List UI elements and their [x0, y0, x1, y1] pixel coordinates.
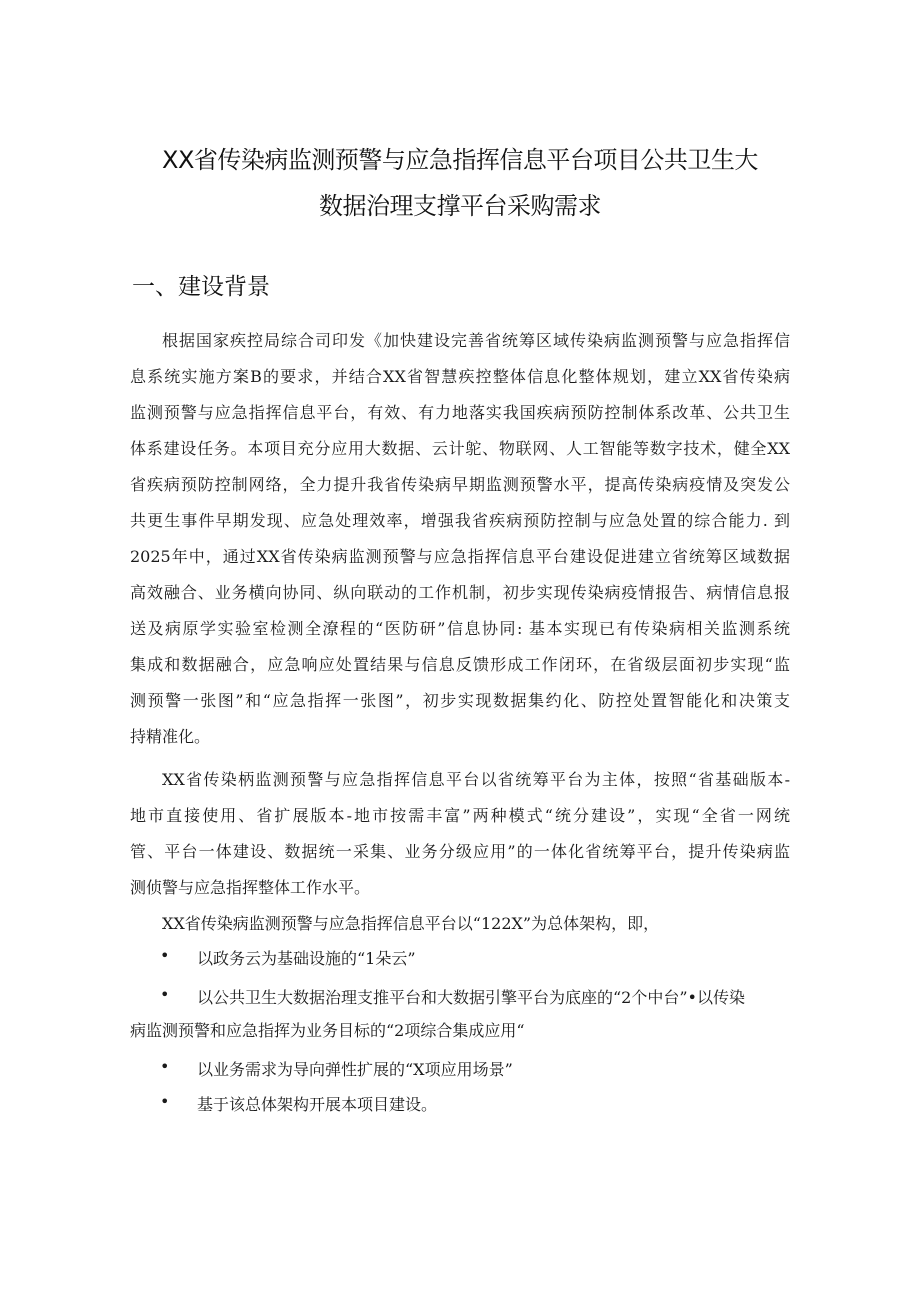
bullet-item-3: 以业务需求为导向弹性扩展的“X项应用场景” [197, 1060, 513, 1079]
paragraph-line: 送及病原学实验室检测全潦程的“医防研”信息协同: 基本实现已有传染病相关监测系统 [130, 619, 790, 638]
paragraph-line: 体系建设任务。本项目充分应用大数据、云计鸵、物联网、人工智能等数字技术，健全XX [130, 439, 790, 458]
paragraph-line: 测预警一张图”和“应急指挥一张图”，初步实现数据集约化、防控处置智能化和决策支 [130, 691, 790, 710]
paragraph-line: 2025年中，通过XX省传染病监测预警与应急指挥信息平台建设促进建立省统筹区域数据 [130, 547, 790, 566]
bullet-marker: • [160, 1057, 170, 1076]
paragraph-line: 地市直接使用、省扩展版本-地市按需丰富”两种模式“统分建设”，实现“全省一网统 [130, 806, 790, 825]
paragraph-line: 持精准化。 [130, 727, 211, 746]
bullet-marker: • [160, 946, 170, 965]
paragraph-line: 高效融合、业务横向协同、纵向联动的工作机制，初步实现传染病疫情报告、病情信息报 [130, 583, 790, 602]
paragraph-line: 共更生事件早期发现、应急处理效率，增强我省疾病预防控制与应急处置的综合能力. 到 [130, 511, 790, 530]
paragraph-line: 集成和数据融合，应急响应处置结果与信息反馈形成工作闭环，在省级层面初步实现“监 [130, 655, 790, 674]
section-heading: 一、建设背景 [132, 274, 270, 300]
document-title-line-2: 数据治理支撑平台采购需求 [319, 192, 601, 220]
paragraph-line: 管、平台一体建设、数据统一采集、业务分级应用”的一体化省统筹平台，提升传染病监 [130, 842, 790, 861]
bullet-item-1: 以政务云为基础设施的“1朵云” [197, 949, 416, 968]
paragraph-line: XX省传染病监测预警与应急指挥信息平台以“122X”为总体架构，即， [162, 914, 660, 933]
document-title-line-1: XX省传染病监测预警与应急指挥信息平台项目公共卫生大 [162, 146, 758, 174]
paragraph-line: 息系统实施方案B的要求，并结合XX省智慧疾控整体信息化整体规划，建立XX省传染病 [130, 367, 790, 386]
bullet-item-2-continuation: 病监测预警和应急指挥为业务目标的“2项综合集成应用“ [130, 1021, 525, 1040]
bullet-item-2: 以公共卫生大数据治理支推平台和大数据引擎平台为底座的“2个中台”•以传染 [197, 988, 745, 1007]
bullet-marker: • [160, 1092, 170, 1111]
paragraph-line: 测侦警与应急指挥整体工作水平。 [130, 878, 371, 897]
paragraph-line: 监测预警与应急指挥信息平台，有效、有力地落实我国疾病预防控制体系改革、公共卫生 [130, 403, 790, 422]
paragraph-line: 省疾病预防控制网络，全力提升我省传染病早期监测预警水平，提高传染病疫情及突发公 [130, 475, 790, 494]
bullet-item-4: 基于该总体架构开展本项目建设。 [197, 1095, 438, 1114]
paragraph-line: 根据国家疾控局综合司印发《加快建设完善省统筹区域传染病监测预警与应急指挥信 [162, 331, 790, 350]
paragraph-line: XX省传染柄监测预警与应急指挥信息平台以省统筹平台为主体，按照“省基础版本- [162, 770, 790, 789]
bullet-marker: • [160, 985, 170, 1004]
